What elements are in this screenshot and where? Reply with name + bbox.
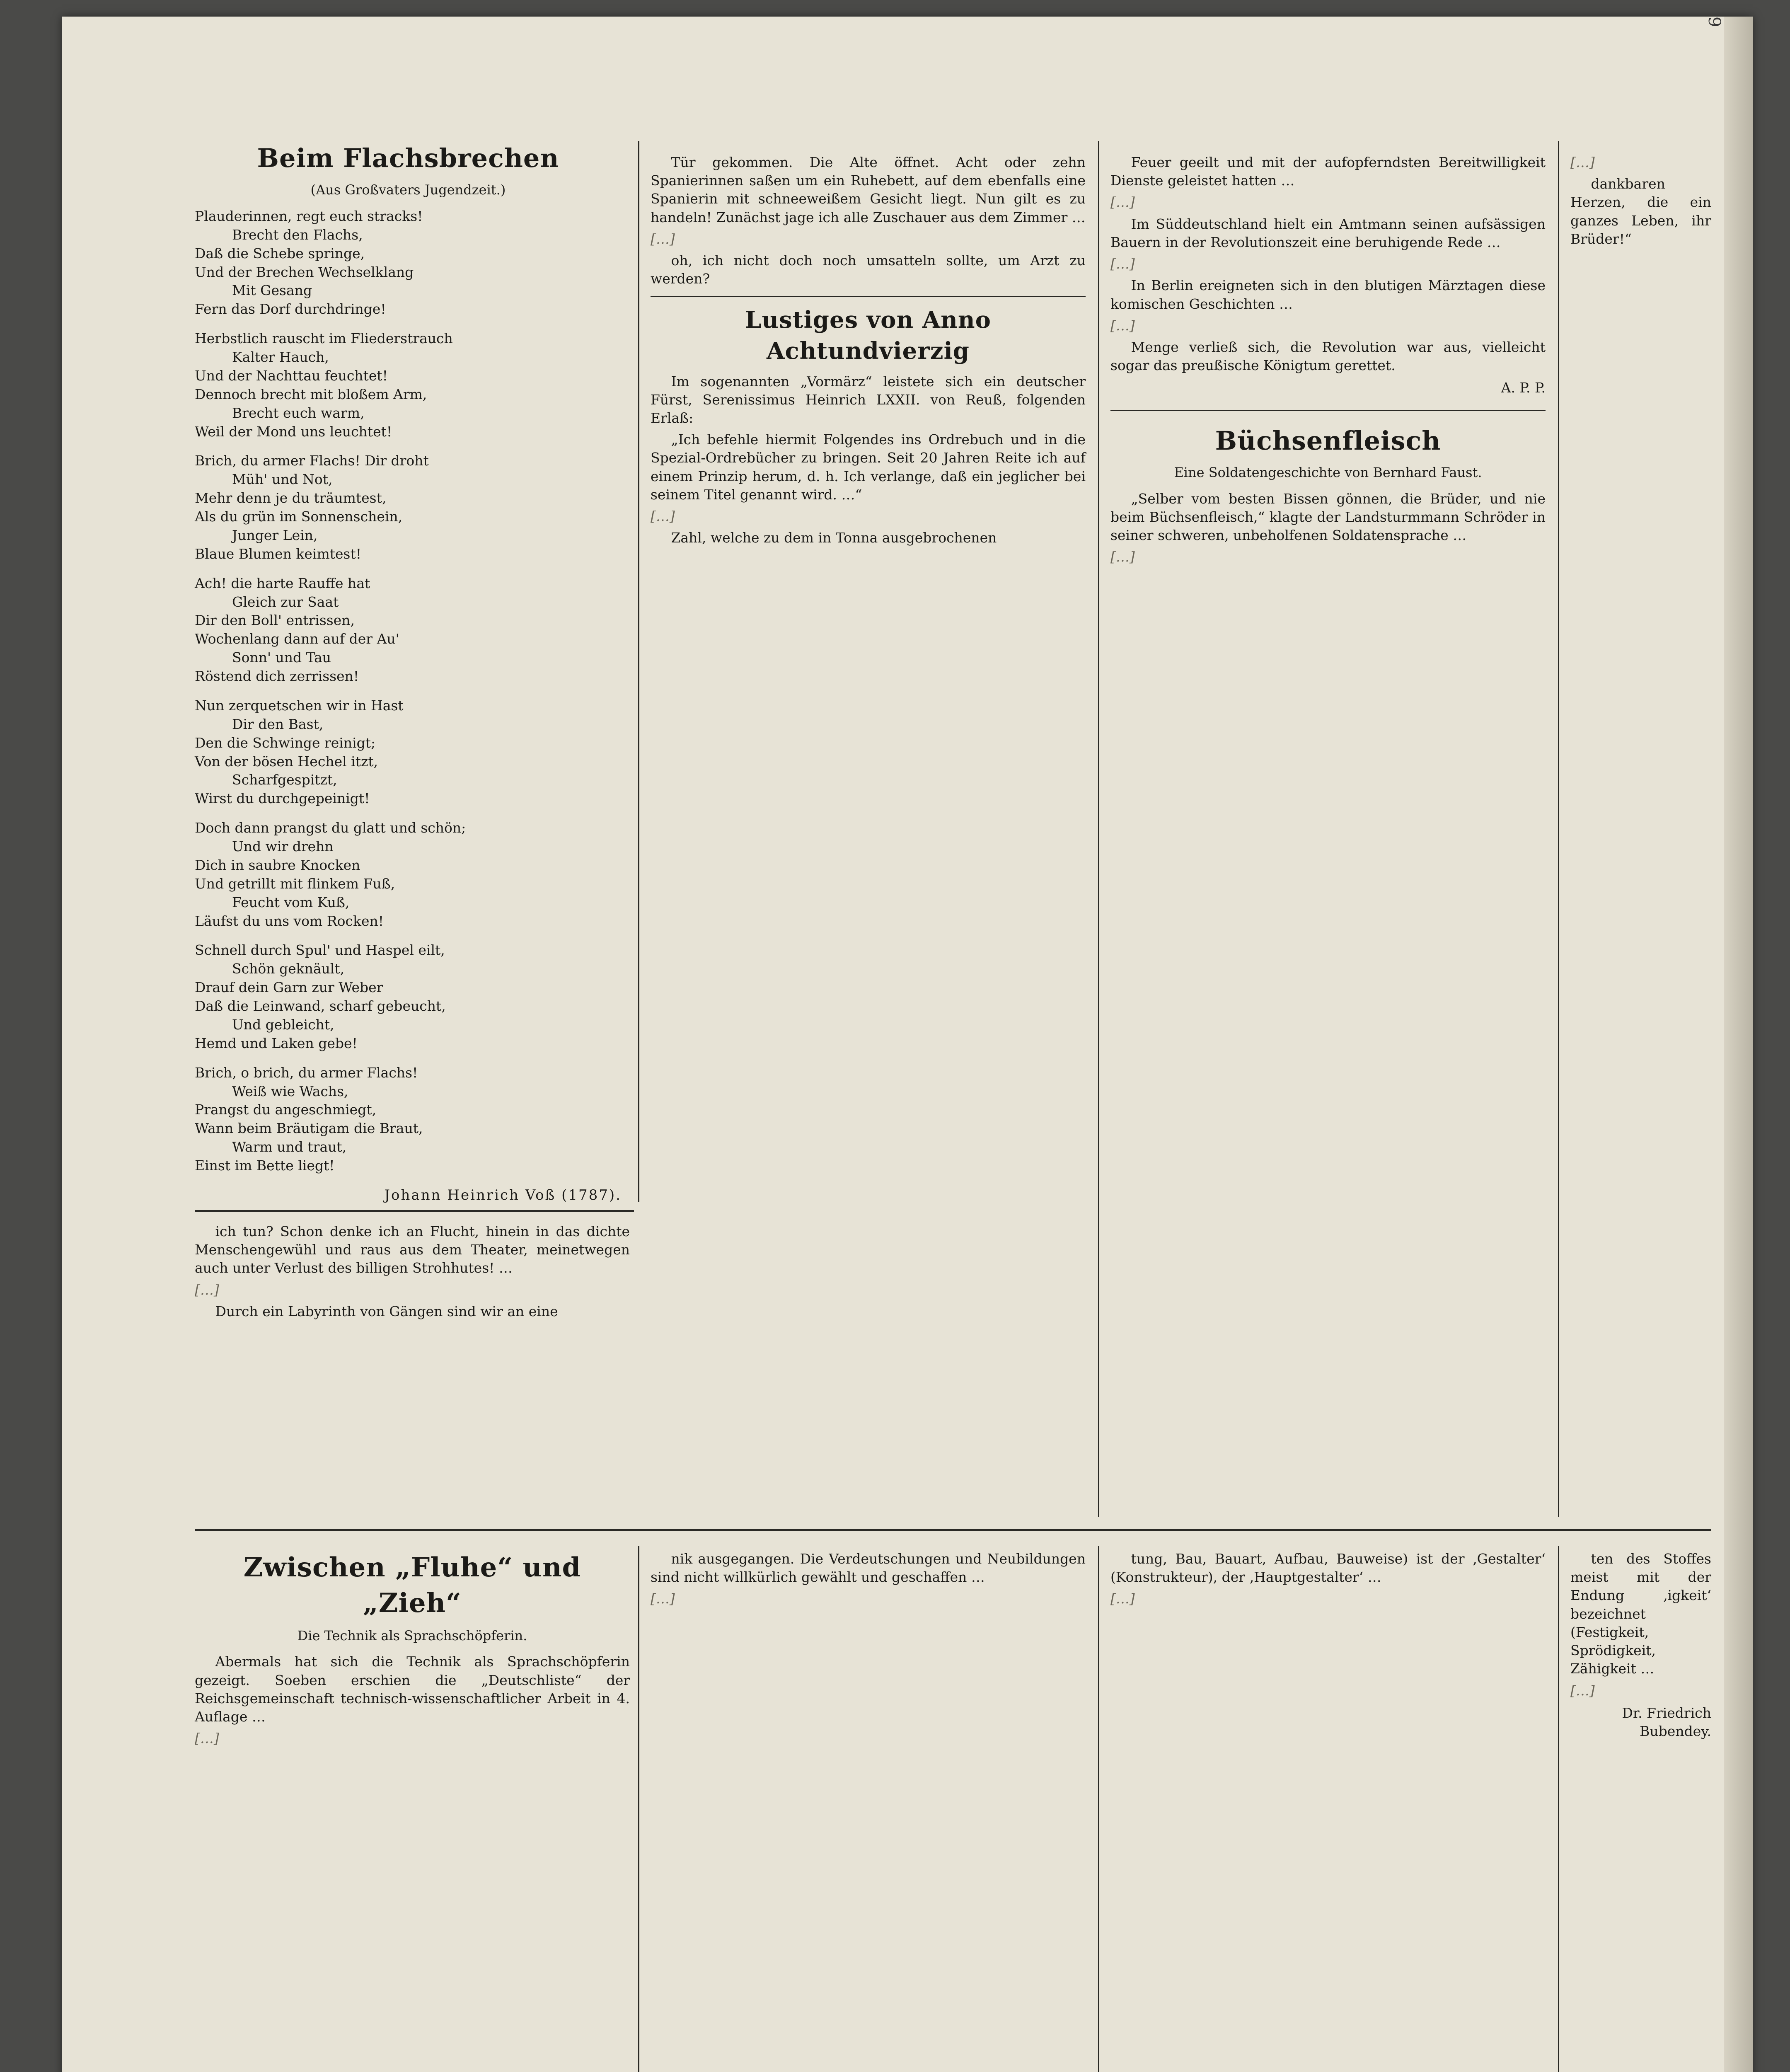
sprach-signature: Dr. Friedrich Bubendey. bbox=[1622, 1704, 1711, 1739]
poem-stanza bbox=[195, 819, 622, 930]
omitted-text-note: […] bbox=[1110, 1590, 1135, 1607]
poem-line: Plauderinnen, regt euch stracks! bbox=[195, 208, 423, 224]
omitted-text-note: […] bbox=[1570, 1682, 1595, 1699]
column-rule bbox=[1558, 141, 1559, 1517]
poem-line: Weiß wie Wachs, bbox=[232, 1083, 348, 1099]
poem-body bbox=[195, 207, 622, 1175]
column-rule bbox=[1558, 1546, 1559, 2072]
poem-line: Brich, du armer Flachs! Dir droht bbox=[195, 453, 429, 469]
sprach-column-2 bbox=[651, 1550, 1086, 1612]
sprach-paragraph: tung, Bau, Bauart, Aufbau, Bauweise) ist der ‚Gestalter‘ (Konstrukteur), der ‚Hauptgestalter‘ … bbox=[1110, 1551, 1546, 1585]
poem-stanza bbox=[195, 941, 622, 1053]
anecdote-paragraph: Menge verließ sich, die Revolution war aus, vielleicht sogar das preußische Königtum gerettet. bbox=[1110, 339, 1546, 374]
poem-stanza bbox=[195, 329, 622, 441]
newspaper-page bbox=[62, 17, 1753, 2072]
omitted-text-note: […] bbox=[1110, 194, 1135, 211]
lustiges-paragraph: Zahl, welche zu dem in Tonna ausgebrochenen bbox=[671, 530, 997, 546]
poem-line: Schnell durch Spul' und Haspel eilt, bbox=[195, 942, 445, 959]
poem-line: Und der Brechen Wechselklang bbox=[195, 264, 414, 280]
column-rule bbox=[638, 1546, 639, 2072]
poem-line: Feucht vom Kuß, bbox=[232, 894, 350, 910]
divider bbox=[651, 296, 1086, 297]
poem-author: Johann Heinrich Voß (1787). bbox=[384, 1186, 622, 1203]
next-page-edge: 9 bbox=[1705, 17, 1724, 27]
poem-line: Daß die Leinwand, scharf gebeucht, bbox=[195, 998, 446, 1014]
sprach-column-3 bbox=[1110, 1550, 1546, 1612]
sprach-title: Zwischen „Fluhe“ und „Zieh“ bbox=[243, 1552, 581, 1619]
poem-line: Ach! die harte Rauffe hat bbox=[195, 575, 370, 591]
omitted-text-note: […] bbox=[1110, 549, 1135, 565]
poem-line: Warm und traut, bbox=[232, 1139, 347, 1155]
sprach-column-1 bbox=[195, 1550, 630, 1751]
poem-line: Daß die Schebe springe, bbox=[195, 245, 365, 261]
poem-line: Dir den Boll' entrissen, bbox=[195, 612, 355, 629]
omitted-text-note: […] bbox=[195, 1730, 219, 1747]
sprach-paragraph: Abermals hat sich die Technik als Sprachschöpferin gezeigt. Soeben erschien die „Deutschliste“ der Reichsgemeinschaft technisch-wissenschaftlicher Arbeit in 4. Auflage … bbox=[195, 1653, 630, 1725]
poem-line: Dich in saubre Knocken bbox=[195, 857, 360, 873]
poem-line: Wann beim Bräutigam die Braut, bbox=[195, 1120, 423, 1137]
poem-line: Brecht den Flachs, bbox=[232, 226, 363, 243]
poem-line: Nun zerquetschen wir in Hast bbox=[195, 697, 404, 714]
poem-line: Schön geknäult, bbox=[232, 961, 345, 977]
poem-line: Prangst du angeschmiegt, bbox=[195, 1101, 377, 1118]
poem-line: Gleich zur Saat bbox=[232, 593, 339, 610]
page-binding bbox=[1724, 17, 1753, 2072]
story-bottom-column bbox=[195, 1222, 630, 1324]
poem-stanza bbox=[195, 697, 622, 808]
buechsen-paragraph: „Selber vom besten Bissen gönnen, die Brüder, und nie beim Büchsenfleisch,“ klagte der Landsturmmann Schröder in seiner schweren, unbeholfenen Soldatensprache … bbox=[1110, 490, 1546, 544]
poem-line: Und gebleicht, bbox=[232, 1016, 334, 1033]
poem-line: Blaue Blumen keimtest! bbox=[195, 545, 361, 562]
poem-line: Doch dann prangst du glatt und schön; bbox=[195, 820, 466, 836]
sprach-subtitle: Die Technik als Sprachschöpferin. bbox=[297, 1627, 527, 1644]
buechsen-title: Büchsenfleisch bbox=[1215, 425, 1441, 456]
story-column-2 bbox=[651, 153, 1086, 551]
poem-line: Einst im Bette liegt! bbox=[195, 1157, 335, 1174]
poem-line: Dennoch brecht mit bloßem Arm, bbox=[195, 386, 427, 402]
sprach-paragraph: ten des Stoffes meist mit der Endung ‚igkeit‘ bezeichnet (Festigkeit, Sprödigkeit, Zähigkeit … bbox=[1570, 1551, 1711, 1677]
poem-line: Den die Schwinge reinigt; bbox=[195, 734, 376, 751]
poem-line: Herbstlich rauscht im Fliederstrauch bbox=[195, 330, 453, 347]
section-rule bbox=[195, 1210, 634, 1212]
column-rule bbox=[638, 141, 639, 1202]
story-paragraph: Durch ein Labyrinth von Gängen sind wir an eine bbox=[215, 1303, 558, 1319]
omitted-text-note: […] bbox=[1570, 154, 1595, 170]
omitted-text-note: […] bbox=[195, 1281, 219, 1298]
poem-column bbox=[195, 141, 622, 1205]
omitted-text-note: […] bbox=[651, 508, 675, 525]
poem-line: Brecht euch warm, bbox=[232, 404, 365, 421]
poem-stanza bbox=[195, 452, 622, 563]
buechsen-column bbox=[1570, 153, 1711, 252]
buechsen-subtitle: Eine Soldatengeschichte von Bernhard Faust. bbox=[1174, 464, 1482, 480]
poem-line: Röstend dich zerrissen! bbox=[195, 668, 359, 685]
poem-stanza bbox=[195, 1064, 622, 1175]
anecdote-paragraph: In Berlin ereigneten sich in den blutigen Märztagen diese komischen Geschichten … bbox=[1110, 277, 1546, 312]
poem-stanza bbox=[195, 207, 622, 319]
poem-line: Drauf dein Garn zur Weber bbox=[195, 979, 383, 996]
story-paragraph: Tür gekommen. Die Alte öffnet. Acht oder zehn Spanierinnen saßen um ein Ruhebett, auf dem ebenfalls eine Spanierin mit schneeweißem Gesicht liegt. Nun gilt es zu handeln! Zunächst jage ich alle Zuschauer aus dem Zimmer … bbox=[651, 154, 1086, 225]
poem-line: Als du grün im Sonnenschein, bbox=[195, 508, 403, 525]
lustiges-paragraph: „Ich befehle hiermit Folgendes ins Ordrebuch und in die Spezial-Ordrebücher zu bringen. Seit 20 Jahren Reite ich auf einem Prinzip herum, d. h. Ich verlange, daß ein jeglicher bei seinem Titel genannt wird. …“ bbox=[651, 431, 1086, 503]
poem-line: Mit Gesang bbox=[232, 282, 312, 299]
poem-line: Müh' und Not, bbox=[232, 471, 333, 488]
poem-line: Weil der Mond uns leuchtet! bbox=[195, 423, 392, 440]
omitted-text-note: […] bbox=[651, 230, 675, 247]
buechsen-paragraph: dankbaren Herzen, die ein ganzes Leben, ihr Brüder!“ bbox=[1570, 176, 1711, 247]
poem-line: Und getrillt mit flinkem Fuß, bbox=[195, 875, 395, 892]
poem-line: Junger Lein, bbox=[232, 527, 318, 543]
poem-line: Läufst du uns vom Rocken! bbox=[195, 913, 384, 929]
lustiges-title: Lustiges von Anno Achtundvierzig bbox=[745, 306, 991, 365]
poem-stanza bbox=[195, 574, 622, 686]
poem-subtitle: (Aus Großvaters Jugendzeit.) bbox=[310, 182, 506, 198]
poem-line: Mehr denn je du träumtest, bbox=[195, 490, 387, 506]
sprach-column-4 bbox=[1570, 1550, 1711, 1740]
anecdote-paragraph: Im Süddeutschland hielt ein Amtmann seinen aufsässigen Bauern in der Revolutionszeit eine beruhigende Rede … bbox=[1110, 215, 1546, 250]
poem-line: Von der bösen Hechel itzt, bbox=[195, 753, 378, 770]
poem-line: Kalter Hauch, bbox=[232, 349, 329, 366]
anecdote-signature: A. P. P. bbox=[1501, 380, 1546, 396]
section-rule bbox=[195, 1529, 1711, 1531]
poem-line: Dir den Bast, bbox=[232, 716, 324, 732]
story-paragraph: ich tun? Schon denke ich an Flucht, hinein in das dichte Menschengewühl und raus aus dem Theater, meinetwegen auch unter Verlust des billigen Strohhutes! … bbox=[195, 1223, 630, 1276]
omitted-text-note: […] bbox=[1110, 256, 1135, 272]
story-paragraph: oh, ich nicht doch noch umsatteln sollte, um Arzt zu werden? bbox=[651, 252, 1086, 287]
omitted-text-note: […] bbox=[1110, 317, 1135, 334]
poem-line: Hemd und Laken gebe! bbox=[195, 1035, 358, 1051]
column-rule bbox=[1098, 1546, 1099, 2072]
column-rule bbox=[1098, 141, 1099, 1517]
poem-line: Und wir drehn bbox=[232, 838, 334, 855]
poem-line: Wochenlang dann auf der Au' bbox=[195, 631, 399, 647]
divider bbox=[1110, 410, 1546, 411]
lustiges-paragraph: Im sogenannten „Vormärz“ leistete sich ein deutscher Fürst, Serenissimus Heinrich LXXII. von Reuß, folgenden Erlaß: bbox=[651, 373, 1086, 426]
anecdote-paragraph: Feuer geeilt und mit der aufopferndsten Bereitwilligkeit Dienste geleistet hatten … bbox=[1110, 154, 1546, 189]
poem-line: Scharfgespitzt, bbox=[232, 772, 337, 788]
poem-line: Sonn' und Tau bbox=[232, 649, 331, 666]
sprach-paragraph: nik ausgegangen. Die Verdeutschungen und Neubildungen sind nicht willkürlich gewählt und geschaffen … bbox=[651, 1551, 1086, 1585]
poem-line: Wirst du durchgepeinigt! bbox=[195, 790, 370, 807]
poem-line: Und der Nachttau feuchtet! bbox=[195, 367, 388, 384]
poem-line: Fern das Dorf durchdringe! bbox=[195, 301, 386, 317]
anecdote-column bbox=[1110, 153, 1546, 569]
poem-line: Brich, o brich, du armer Flachs! bbox=[195, 1064, 418, 1081]
omitted-text-note: […] bbox=[651, 1590, 675, 1607]
poem-title: Beim Flachsbrechen bbox=[257, 143, 559, 173]
